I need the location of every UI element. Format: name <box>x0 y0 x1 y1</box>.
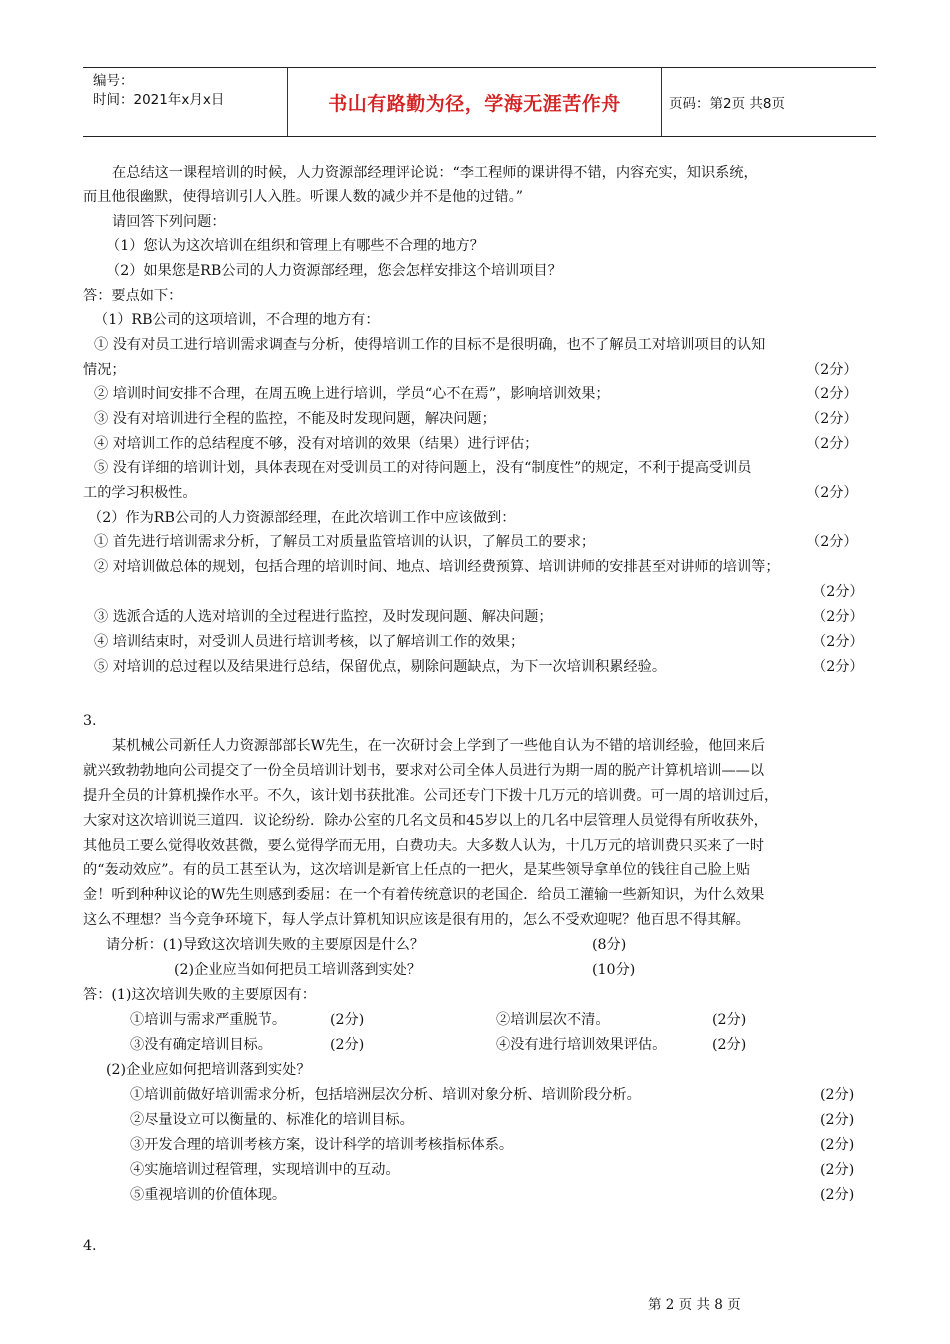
page-header <box>83 67 876 137</box>
answer-heading: 答：(1)这次培训失败的主要原因有： <box>83 987 316 1003</box>
paragraph-line: 大家对这次培训说三道四．议论纷纷．除办公室的几名文员和45岁以上的几名中层管理人员觉得有所收获外， <box>83 813 768 829</box>
answer-item: ① 没有对员工进行培训需求调查与分析，使得培训工作的目标不是很明确，也不了解员工对培训项目的认知 <box>94 337 766 353</box>
answer-item: ④实施培训过程管理，实现培训中的互动。 <box>130 1162 400 1178</box>
score-label: （2分） <box>806 386 858 402</box>
answer-item: ③ 选派合适的人选对培训的全过程进行监控，及时发现问题、解决问题； <box>94 609 553 625</box>
score-label: （2分） <box>806 485 858 501</box>
section-number: 3. <box>83 713 97 729</box>
answer-item: ②培训层次不清。 <box>496 1012 610 1028</box>
score-label: （2分） <box>806 362 858 378</box>
paragraph-line: 金！听到种种议论的W先生则感到委屈：在一个有着传统意识的老国企．给员工灌输一些新知识，为什么效果 <box>83 887 765 903</box>
paragraph-line: 这么不理想？当今竞争环境下，每人学点计算机知识应该是很有用的，怎么不受欢迎呢？他百思不得其解。 <box>83 912 750 928</box>
header-motto: 书山有路勤为径，学海无涯苦作舟 <box>328 92 621 115</box>
score-label: （2分） <box>812 609 864 625</box>
question-line: （2）如果您是RB公司的人力资源部经理，您会怎样安排这个培训项目？ <box>106 263 562 279</box>
question-line: 请分析：(1)导致这次培训失败的主要原因是什么？ <box>106 937 425 953</box>
serial-label: 编号： <box>93 73 134 89</box>
answer-item: ④没有进行培训效果评估。 <box>496 1037 667 1053</box>
score-label: (8分) <box>592 937 627 953</box>
score-label: （2分） <box>806 411 858 427</box>
score-label: (2分) <box>330 1037 365 1053</box>
score-label: (10分) <box>592 962 636 978</box>
score-label: (2分) <box>820 1087 855 1103</box>
paragraph-line: 提升全员的计算机操作水平。不久，该计划书获批准。公司还专门下拨十几万元的培训费。可一周的培训过后， <box>83 788 779 804</box>
answer-item: ① 首先进行培训需求分析，了解员工对质量监管培训的认识，了解员工的要求； <box>94 534 596 550</box>
score-label: (2分) <box>820 1112 855 1128</box>
paragraph-line: 请回答下列问题： <box>112 214 226 230</box>
score-label: （2分） <box>812 634 864 650</box>
header-meta <box>93 72 224 110</box>
score-label: (2分) <box>820 1162 855 1178</box>
answer-subheading: （2）作为RB公司的人力资源部经理，在此次培训工作中应该做到： <box>88 510 516 526</box>
score-label: (2分) <box>712 1012 747 1028</box>
paragraph-line: 在总结这一课程培训的时候，人力资源部经理评论说：“李工程师的课讲得不错，内容充实，知识系统， <box>112 165 758 181</box>
answer-item: ②尽量设立可以衡量的、标准化的培训目标。 <box>130 1112 414 1128</box>
answer-item: ② 培训时间安排不合理，在周五晚上进行培训，学员“心不在焉”，影响培训效果； <box>94 386 610 402</box>
answer-item: ⑤ 没有详细的培训计划，具体表现在对受训员工的对待问题上，没有“制度性”的规定，不利于提高受训员 <box>94 460 752 476</box>
score-label: （2分） <box>812 659 864 675</box>
paragraph-line: 某机械公司新任人力资源部部长W先生，在一次研讨会上学到了一些他自认为不错的培训经验，他回来后 <box>112 738 766 754</box>
answer-subheading: (2)企业应如何把培训落到实处？ <box>106 1062 311 1078</box>
paragraph-line: 其他员工要么觉得收效甚微，要么觉得学而无用，白费功夫。大多数人认为，十几万元的培训费只买来了一时 <box>83 838 765 854</box>
header-page-label: 页码：第2页 共8页 <box>669 96 785 112</box>
answer-item: ④ 对培训工作的总结程度不够，没有对培训的效果（结果）进行评估； <box>94 436 539 452</box>
question-line: (2)企业应当如何把员工培训落到实处？ <box>174 962 422 978</box>
answer-item: ⑤重视培训的价值体现。 <box>130 1187 287 1203</box>
header-divider <box>661 68 662 136</box>
score-label: (2分) <box>820 1187 855 1203</box>
answer-subheading: （1）RB公司的这项培训，不合理的地方有： <box>94 312 380 328</box>
page-footer: 第 2 页 共 8 页 <box>648 1297 741 1313</box>
answer-item: ③开发合理的培训考核方案，设计科学的培训考核指标体系。 <box>130 1137 514 1153</box>
score-label: (2分) <box>820 1137 855 1153</box>
answer-item: ③没有确定培训目标。 <box>130 1037 272 1053</box>
score-label: （2分） <box>806 534 858 550</box>
answer-item: ④ 培训结束时，对受训人员进行培训考核，以了解培训工作的效果； <box>94 634 525 650</box>
paragraph-line: 就兴致勃勃地向公司提交了一份全员培训计划书，要求对公司全体人员进行为期一周的脱产计算机培训——以 <box>83 763 765 779</box>
answer-item: ② 对培训做总体的规划，包括合理的培训时间、地点、培训经费预算、培训讲师的安排甚至对讲师的培训等； <box>94 559 780 575</box>
answer-item: 工的学习积极性。 <box>83 485 197 501</box>
score-label: （2分） <box>806 436 858 452</box>
answer-item: ①培训前做好培训需求分析，包括培洲层次分析、培训对象分析、培训阶段分析。 <box>130 1087 641 1103</box>
answer-item: ③ 没有对培训进行全程的监控，不能及时发现问题，解决问题； <box>94 411 496 427</box>
section-number: 4. <box>83 1238 97 1254</box>
answer-heading: 答：要点如下： <box>83 288 183 304</box>
time-label: 时间：2021年x月x日 <box>93 92 225 108</box>
question-line: （1）您认为这次培训在组织和管理上有哪些不合理的地方？ <box>106 238 484 254</box>
answer-item: 情况； <box>83 362 126 378</box>
score-label: （2分） <box>812 584 864 600</box>
answer-item: ⑤ 对培训的总过程以及结果进行总结，保留优点，剔除问题缺点，为下一次培训积累经验。 <box>94 659 667 675</box>
paragraph-line: 的“轰动效应”。有的员工甚至认为，这次培训是新官上任点的一把火，是某些领导拿单位的钱往自己脸上贴 <box>83 862 751 878</box>
answer-item: ①培训与需求严重脱节。 <box>130 1012 287 1028</box>
score-label: (2分) <box>712 1037 747 1053</box>
paragraph-line: 而且他很幽默，使得培训引人入胜。听课人数的减少并不是他的过错。” <box>83 189 523 205</box>
score-label: (2分) <box>330 1012 365 1028</box>
